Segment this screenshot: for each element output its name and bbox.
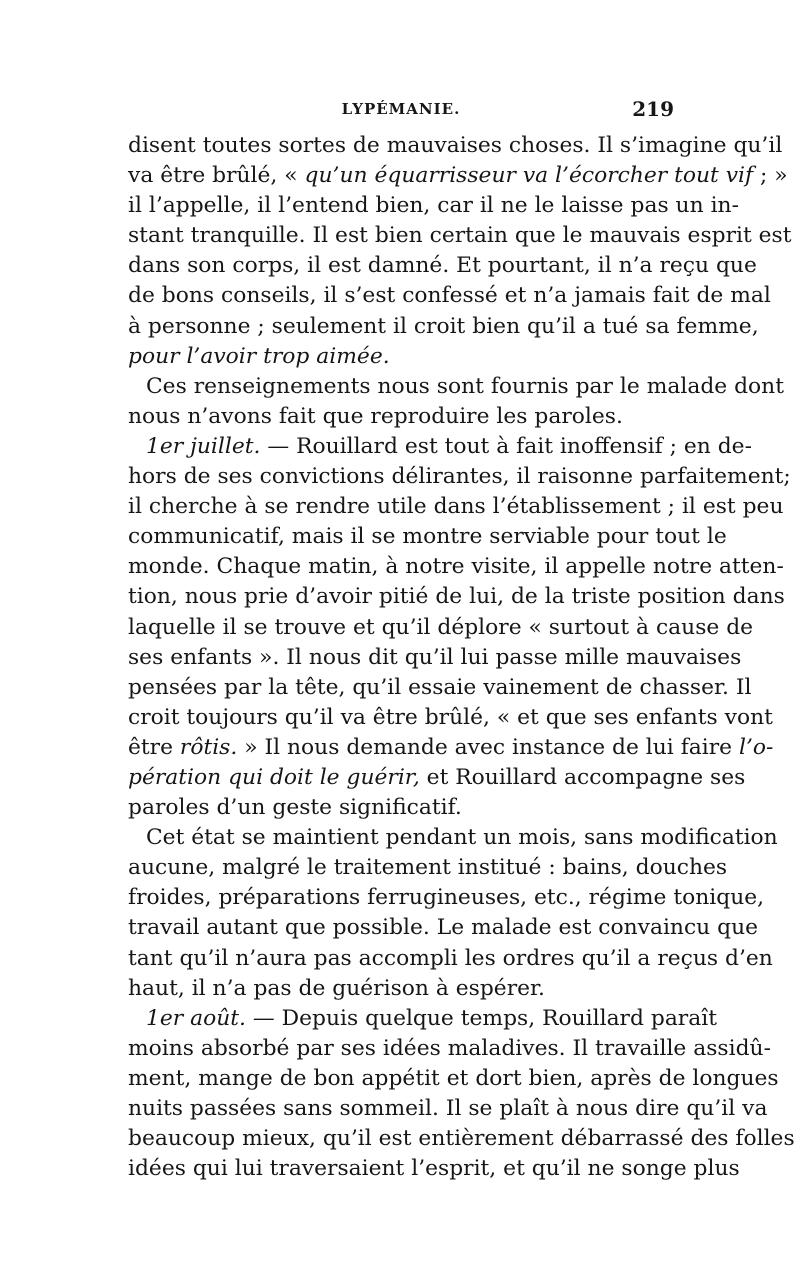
text-line [128, 913, 759, 943]
text-run: Ces renseignements nous sont fournis par le malade dont [146, 373, 784, 399]
text-line [128, 281, 771, 311]
text-run: nous n’avons fait que reproduire les paroles. [128, 403, 623, 429]
text-run: dans son corps, il est damné. Et pourtant, il n’a reçu que [128, 253, 757, 279]
text-run: — Depuis quelque temps, Rouillard paraît [245, 1005, 717, 1031]
text-line [128, 131, 783, 161]
text-line [128, 342, 674, 372]
text-line [128, 432, 752, 462]
text-run: moins absorbé par ses idées maladives. Il travaille assidû- [128, 1035, 771, 1061]
italic-text: 1er août. [146, 1005, 246, 1031]
text-run: croit toujours qu’il va être brûlé, « et que ses enfants vont [128, 704, 773, 730]
text-line [128, 1124, 795, 1154]
italic-text: qu’un équarrisseur va l’écorcher tout vif [304, 163, 754, 189]
running-head [128, 97, 674, 128]
text-line [128, 763, 746, 793]
text-line [128, 793, 674, 823]
text-line [128, 1154, 740, 1184]
text-line [128, 1004, 717, 1034]
text-run: être [128, 734, 180, 760]
text-line [128, 251, 757, 281]
text-line [128, 161, 788, 191]
text-line [128, 613, 754, 643]
text-run: paroles d’un geste significatif. [128, 795, 462, 821]
text-line [128, 372, 784, 402]
text-line [128, 402, 674, 432]
text-line [128, 552, 784, 582]
text-line [128, 1064, 779, 1094]
text-line [128, 944, 773, 974]
text-run: à personne ; seulement il croit bien qu’il a tué sa femme, [128, 313, 759, 339]
text-run: va être brûlé, « [128, 163, 305, 189]
text-line [128, 883, 765, 913]
text-line [128, 462, 791, 492]
text-run: il cherche à se rendre utile dans l’établissement ; il est peu [128, 494, 784, 520]
text-line [128, 703, 773, 733]
text-line [128, 221, 792, 251]
text-run: haut, il n’a pas de guérison à espérer. [128, 975, 545, 1001]
text-run: travail autant que possible. Le malade est convaincu que [128, 915, 759, 941]
text-run: il l’appelle, il l’entend bien, car il ne le laisse pas un in- [128, 193, 739, 219]
text-run: ses enfants ». Il nous dit qu’il lui passe mille mauvaises [128, 644, 742, 670]
chapter-title: LYPÉMANIE. [341, 100, 461, 118]
text-run: hors de ses convictions délirantes, il raisonne parfaitement; [128, 464, 791, 490]
text-run: nuits passées sans sommeil. Il se plaît à nous dire qu’il va [128, 1096, 768, 1121]
text-run: idées qui lui traversaient l’esprit, et qu’il ne songe plus [128, 1156, 740, 1182]
text-line [128, 823, 778, 853]
text-run: stant tranquille. Il est bien certain que le mauvais esprit est [128, 223, 792, 249]
text-line [128, 853, 728, 883]
italic-text: pour l’avoir trop aimée. [128, 343, 390, 369]
body-text [128, 131, 795, 1184]
text-line [128, 1094, 768, 1124]
text-run: tion, nous prie d’avoir pitié de lui, de la triste position dans [128, 584, 785, 610]
text-run: — Rouillard est tout à fait inoffensif ; en de- [260, 433, 752, 459]
text-run: ment, mange de bon appétit et dort bien, après de longues [128, 1065, 779, 1091]
text-run: aucune, malgré le traitement institué : bains, douches [128, 855, 728, 881]
italic-text: rôtis. [179, 734, 238, 760]
text-run: » Il nous demande avec instance de lui faire [237, 734, 739, 760]
text-run: ; » [753, 163, 788, 189]
text-line [128, 582, 785, 612]
text-run: de bons conseils, il s’est confessé et n’a jamais fait de mal [128, 283, 771, 309]
italic-text: pération qui doit le guérir, [128, 764, 420, 790]
text-run: monde. Chaque matin, à notre visite, il appelle notre atten- [128, 554, 784, 580]
italic-text: 1er juillet. [146, 433, 261, 459]
text-line [128, 643, 742, 673]
text-run: pensées par la tête, qu’il essaie vainement de chasser. Il [128, 674, 752, 700]
text-run: et Rouillard accompagne ses [419, 764, 746, 790]
text-line [128, 673, 752, 703]
text-line [128, 312, 759, 342]
text-line [128, 1034, 771, 1064]
page-number: 219 [632, 97, 674, 121]
italic-text: l’o- [739, 734, 774, 760]
text-run: laquelle il se trouve et qu’il déplore « surtout à cause de [128, 614, 754, 640]
text-line [128, 733, 774, 763]
text-run: disent toutes sortes de mauvaises choses. Il s’imagine qu’il [128, 133, 783, 158]
text-line [128, 191, 739, 221]
text-line [128, 974, 674, 1004]
text-run: tant qu’il n’aura pas accompli les ordres qu’il a reçus d’en [128, 945, 773, 971]
text-line [128, 522, 727, 552]
text-run: froides, préparations ferrugineuses, etc., régime tonique, [128, 885, 765, 911]
text-run: beaucoup mieux, qu’il est entièrement débarrassé des folles [128, 1126, 795, 1152]
text-line [128, 492, 784, 522]
text-run: Cet état se maintient pendant un mois, sans modification [146, 825, 778, 851]
text-run: communicatif, mais il se montre serviable pour tout le [128, 524, 727, 550]
